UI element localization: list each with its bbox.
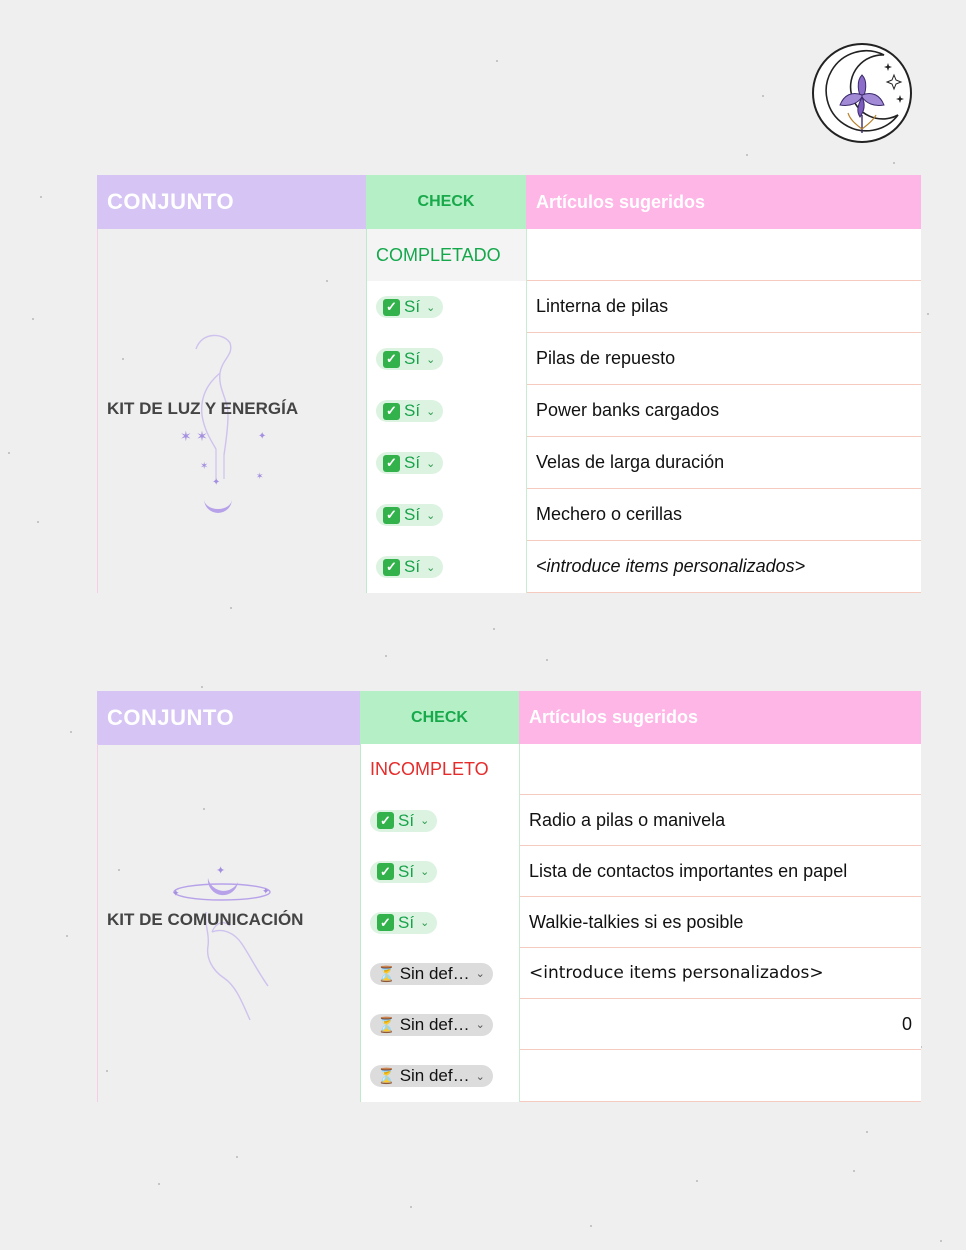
check-cell[interactable]	[361, 1050, 519, 1102]
check-cell[interactable]	[361, 897, 519, 948]
articulo-cell[interactable]: Lista de contactos importantes en papel	[520, 846, 921, 897]
chevron-down-icon: ⌄	[475, 1070, 485, 1083]
check-dropdown[interactable]: ⏳ Sin def… ⌄	[370, 1014, 493, 1036]
check-cell[interactable]	[367, 489, 526, 541]
chevron-down-icon: ⌄	[426, 457, 436, 470]
check-dropdown[interactable]: ⏳ Sin def… ⌄	[370, 963, 493, 985]
status-text: INCOMPLETO	[370, 759, 489, 779]
articulo-cell[interactable]: Pilas de repuesto	[527, 333, 921, 385]
check-cell[interactable]	[361, 999, 519, 1050]
chevron-down-icon: ⌄	[420, 866, 430, 878]
svg-text:✦: ✦	[172, 889, 180, 899]
chevron-down-icon: ⌄	[426, 353, 436, 366]
chevron-down-icon: ⌄	[426, 301, 436, 314]
check-dropdown[interactable]: ✓ Sí ⌄	[376, 348, 443, 370]
kit-name: KIT DE LUZ Y ENERGÍA	[107, 399, 299, 418]
checkmark-icon: ✓	[383, 507, 400, 524]
checkmark-icon: ✓	[377, 914, 394, 931]
chevron-down-icon: ⌄	[426, 405, 436, 418]
svg-text:✶: ✶	[200, 461, 209, 472]
kit-table-comunicacion	[97, 691, 921, 1102]
brand-logo	[812, 43, 912, 143]
svg-text:✦: ✦	[262, 887, 270, 897]
hand-stars-icon	[172, 329, 282, 529]
articulo-cell-empty[interactable]	[520, 744, 921, 795]
svg-text:✦: ✦	[216, 864, 226, 877]
check-column	[360, 744, 519, 1102]
check-cell[interactable]	[361, 846, 519, 897]
check-dropdown[interactable]: ✓ Sí ⌄	[376, 296, 443, 318]
svg-text:✦: ✦	[212, 477, 221, 488]
chevron-down-icon: ⌄	[420, 815, 430, 827]
conjunto-cell	[97, 229, 367, 593]
header-conjunto: CONJUNTO	[97, 175, 366, 229]
articulo-cell-placeholder[interactable]: <introduce items personalizados>	[520, 948, 921, 999]
articulos-column	[519, 744, 921, 1102]
svg-text:✶ ✶: ✶ ✶	[180, 429, 208, 445]
hourglass-icon: ⏳	[377, 1068, 396, 1085]
chevron-down-icon: ⌄	[475, 968, 485, 980]
articulo-cell-empty[interactable]	[520, 1050, 921, 1102]
check-cell[interactable]	[361, 795, 519, 846]
check-dropdown[interactable]: ✓ Sí ⌄	[370, 912, 437, 934]
checkmark-icon: ✓	[377, 863, 394, 880]
articulo-cell[interactable]: Velas de larga duración	[527, 437, 921, 489]
hourglass-icon: ⏳	[377, 965, 396, 983]
kit-name: KIT DE COMUNICACIÓN	[107, 910, 304, 929]
chevron-down-icon: ⌄	[475, 1019, 485, 1031]
check-column	[366, 229, 526, 593]
articulo-cell-placeholder[interactable]: <introduce items personalizados>	[527, 541, 921, 593]
header-check: CHECK	[360, 691, 519, 744]
status-text: COMPLETADO	[376, 244, 501, 265]
check-dropdown[interactable]: ✓ Sí ⌄	[376, 556, 443, 578]
articulos-column	[526, 229, 921, 593]
check-cell[interactable]	[367, 437, 526, 489]
articulo-cell[interactable]: Mechero o cerillas	[527, 489, 921, 541]
checkmark-icon: ✓	[383, 559, 400, 576]
check-cell[interactable]	[361, 948, 519, 999]
svg-text:✦: ✦	[258, 431, 267, 442]
articulo-cell[interactable]: 0	[520, 999, 921, 1050]
articulo-cell[interactable]: Walkie-talkies si es posible	[520, 897, 921, 948]
check-dropdown[interactable]: ✓ Sí ⌄	[376, 452, 443, 474]
header-articulos: Artículos sugeridos	[526, 175, 921, 229]
check-dropdown[interactable]: ✓ Sí ⌄	[370, 861, 437, 883]
iris-moon-icon	[814, 45, 910, 141]
checkmark-icon: ✓	[383, 299, 400, 316]
articulo-cell[interactable]: Power banks cargados	[527, 385, 921, 437]
header-check: CHECK	[366, 175, 526, 229]
checkmark-icon: ✓	[377, 812, 394, 829]
check-cell[interactable]	[367, 333, 526, 385]
check-dropdown[interactable]: ✓ Sí ⌄	[376, 504, 443, 526]
hand-moon-icon	[172, 862, 292, 1042]
articulo-cell-empty[interactable]	[527, 229, 921, 281]
hourglass-icon: ⏳	[377, 1016, 396, 1034]
header-articulos: Artículos sugeridos	[519, 691, 921, 744]
svg-text:✶: ✶	[256, 472, 264, 482]
check-dropdown[interactable]: ✓ Sí ⌄	[370, 810, 437, 832]
chevron-down-icon: ⌄	[420, 917, 430, 929]
chevron-down-icon: ⌄	[426, 509, 436, 522]
kit-table-luz	[97, 175, 921, 593]
chevron-down-icon: ⌄	[426, 561, 436, 574]
check-cell[interactable]	[367, 541, 526, 593]
check-cell[interactable]	[367, 281, 526, 333]
articulo-cell[interactable]: Radio a pilas o manivela	[520, 795, 921, 846]
checkmark-icon: ✓	[383, 351, 400, 368]
check-cell[interactable]	[367, 385, 526, 437]
articulo-cell[interactable]: Linterna de pilas	[527, 281, 921, 333]
header-conjunto: CONJUNTO	[97, 691, 360, 745]
checkmark-icon: ✓	[383, 403, 400, 420]
status-cell	[367, 229, 526, 281]
check-dropdown[interactable]: ⏳ Sin def… ⌄	[370, 1065, 493, 1087]
status-cell	[361, 744, 519, 795]
checkmark-icon: ✓	[383, 455, 400, 472]
check-dropdown[interactable]: ✓ Sí ⌄	[376, 400, 443, 422]
conjunto-cell	[97, 744, 361, 1102]
